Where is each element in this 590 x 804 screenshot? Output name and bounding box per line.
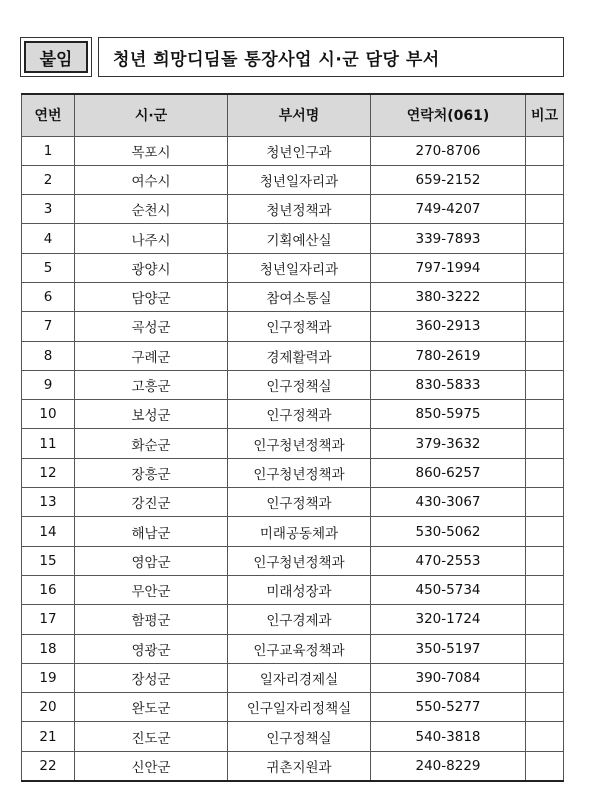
- city-name-cell: 영광군: [75, 634, 228, 663]
- department-name-cell: 청년일자리과: [228, 253, 371, 282]
- contact-number-cell: 379-3632: [371, 429, 526, 458]
- row-number-cell: 4: [22, 224, 75, 253]
- attachment-tag: [20, 37, 92, 77]
- table-row: [22, 663, 564, 692]
- city-name-cell: 신안군: [75, 751, 228, 780]
- department-name-cell: 인구청년정책과: [228, 429, 371, 458]
- contact-number-cell: 430-3067: [371, 488, 526, 517]
- contact-number-cell: 860-6257: [371, 458, 526, 487]
- row-number-cell: 18: [22, 634, 75, 663]
- department-name-cell: 청년정책과: [228, 195, 371, 224]
- table-row: [22, 546, 564, 575]
- note-cell: [526, 341, 564, 370]
- table-row: [22, 400, 564, 429]
- table-row: [22, 488, 564, 517]
- row-number-cell: 11: [22, 429, 75, 458]
- contact-number-cell: 470-2553: [371, 546, 526, 575]
- contact-number-cell: 380-3222: [371, 282, 526, 311]
- department-name-cell: 인구일자리정책실: [228, 693, 371, 722]
- row-number-cell: 10: [22, 400, 75, 429]
- note-cell: [526, 663, 564, 692]
- row-number-cell: 16: [22, 575, 75, 604]
- department-name-cell: 인구청년정책과: [228, 458, 371, 487]
- table-header-row: [22, 94, 564, 136]
- city-name-cell: 화순군: [75, 429, 228, 458]
- row-number-cell: 19: [22, 663, 75, 692]
- department-name-cell: 청년일자리과: [228, 165, 371, 194]
- contact-number-cell: 390-7084: [371, 663, 526, 692]
- table-row: [22, 751, 564, 780]
- row-number-cell: 12: [22, 458, 75, 487]
- contact-number-cell: 797-1994: [371, 253, 526, 282]
- note-cell: [526, 517, 564, 546]
- department-name-cell: 인구정책과: [228, 312, 371, 341]
- note-cell: [526, 253, 564, 282]
- department-name-cell: 일자리경제실: [228, 663, 371, 692]
- city-name-cell: 해남군: [75, 517, 228, 546]
- note-cell: [526, 165, 564, 194]
- contact-number-cell: 850-5975: [371, 400, 526, 429]
- city-name-cell: 무안군: [75, 575, 228, 604]
- city-name-cell: 함평군: [75, 605, 228, 634]
- city-name-cell: 담양군: [75, 282, 228, 311]
- table-row: [22, 458, 564, 487]
- note-cell: [526, 605, 564, 634]
- table-body: [22, 136, 564, 781]
- department-name-cell: 미래공동체과: [228, 517, 371, 546]
- city-name-cell: 나주시: [75, 224, 228, 253]
- contact-number-cell: 659-2152: [371, 165, 526, 194]
- table-row: [22, 517, 564, 546]
- table-row: [22, 282, 564, 311]
- department-table: [21, 93, 564, 782]
- row-number-cell: 5: [22, 253, 75, 282]
- city-name-cell: 장성군: [75, 663, 228, 692]
- contact-number-cell: 270-8706: [371, 136, 526, 165]
- note-cell: [526, 693, 564, 722]
- note-cell: [526, 751, 564, 780]
- note-cell: [526, 282, 564, 311]
- attachment-tag-label: 붙임: [24, 41, 88, 73]
- table-row: [22, 634, 564, 663]
- table-row: [22, 605, 564, 634]
- department-name-cell: 미래성장과: [228, 575, 371, 604]
- table-row: [22, 429, 564, 458]
- table-row: [22, 312, 564, 341]
- table-row: [22, 693, 564, 722]
- table-row: [22, 224, 564, 253]
- row-number-cell: 17: [22, 605, 75, 634]
- department-name-cell: 기획예산실: [228, 224, 371, 253]
- column-header-note: 비고: [526, 94, 564, 136]
- city-name-cell: 순천시: [75, 195, 228, 224]
- department-name-cell: 인구정책과: [228, 488, 371, 517]
- city-name-cell: 곡성군: [75, 312, 228, 341]
- city-name-cell: 목포시: [75, 136, 228, 165]
- department-name-cell: 경제활력과: [228, 341, 371, 370]
- document-title: 청년 희망디딤돌 통장사업 시·군 담당 부서: [98, 37, 564, 77]
- contact-number-cell: 749-4207: [371, 195, 526, 224]
- note-cell: [526, 575, 564, 604]
- department-name-cell: 인구정책실: [228, 722, 371, 751]
- table-row: [22, 253, 564, 282]
- row-number-cell: 14: [22, 517, 75, 546]
- table-row: [22, 136, 564, 165]
- note-cell: [526, 224, 564, 253]
- column-header-contact: 연락처(061): [371, 94, 526, 136]
- contact-number-cell: 350-5197: [371, 634, 526, 663]
- department-name-cell: 청년인구과: [228, 136, 371, 165]
- table-row: [22, 165, 564, 194]
- table-row: [22, 370, 564, 399]
- table-row: [22, 341, 564, 370]
- city-name-cell: 고흥군: [75, 370, 228, 399]
- city-name-cell: 진도군: [75, 722, 228, 751]
- department-name-cell: 인구정책과: [228, 400, 371, 429]
- note-cell: [526, 634, 564, 663]
- city-name-cell: 보성군: [75, 400, 228, 429]
- row-number-cell: 1: [22, 136, 75, 165]
- row-number-cell: 8: [22, 341, 75, 370]
- department-name-cell: 귀촌지원과: [228, 751, 371, 780]
- note-cell: [526, 312, 564, 341]
- table-row: [22, 722, 564, 751]
- row-number-cell: 15: [22, 546, 75, 575]
- contact-number-cell: 550-5277: [371, 693, 526, 722]
- contact-number-cell: 540-3818: [371, 722, 526, 751]
- city-name-cell: 영암군: [75, 546, 228, 575]
- row-number-cell: 22: [22, 751, 75, 780]
- row-number-cell: 3: [22, 195, 75, 224]
- note-cell: [526, 429, 564, 458]
- row-number-cell: 9: [22, 370, 75, 399]
- row-number-cell: 2: [22, 165, 75, 194]
- department-name-cell: 인구교육정책과: [228, 634, 371, 663]
- row-number-cell: 21: [22, 722, 75, 751]
- column-header-department: 부서명: [228, 94, 371, 136]
- contact-number-cell: 450-5734: [371, 575, 526, 604]
- contact-number-cell: 530-5062: [371, 517, 526, 546]
- contact-number-cell: 240-8229: [371, 751, 526, 780]
- city-name-cell: 구례군: [75, 341, 228, 370]
- contact-number-cell: 339-7893: [371, 224, 526, 253]
- city-name-cell: 장흥군: [75, 458, 228, 487]
- department-name-cell: 인구청년정책과: [228, 546, 371, 575]
- table-row: [22, 575, 564, 604]
- city-name-cell: 광양시: [75, 253, 228, 282]
- note-cell: [526, 136, 564, 165]
- city-name-cell: 여수시: [75, 165, 228, 194]
- note-cell: [526, 195, 564, 224]
- row-number-cell: 20: [22, 693, 75, 722]
- city-name-cell: 강진군: [75, 488, 228, 517]
- row-number-cell: 6: [22, 282, 75, 311]
- column-header-city: 시·군: [75, 94, 228, 136]
- row-number-cell: 7: [22, 312, 75, 341]
- note-cell: [526, 488, 564, 517]
- note-cell: [526, 722, 564, 751]
- contact-number-cell: 780-2619: [371, 341, 526, 370]
- column-header-no: 연번: [22, 94, 75, 136]
- note-cell: [526, 370, 564, 399]
- department-name-cell: 참여소통실: [228, 282, 371, 311]
- note-cell: [526, 546, 564, 575]
- table-row: [22, 195, 564, 224]
- department-name-cell: 인구정책실: [228, 370, 371, 399]
- contact-number-cell: 830-5833: [371, 370, 526, 399]
- note-cell: [526, 400, 564, 429]
- note-cell: [526, 458, 564, 487]
- contact-number-cell: 320-1724: [371, 605, 526, 634]
- department-name-cell: 인구경제과: [228, 605, 371, 634]
- document-header: [20, 37, 564, 77]
- contact-number-cell: 360-2913: [371, 312, 526, 341]
- city-name-cell: 완도군: [75, 693, 228, 722]
- row-number-cell: 13: [22, 488, 75, 517]
